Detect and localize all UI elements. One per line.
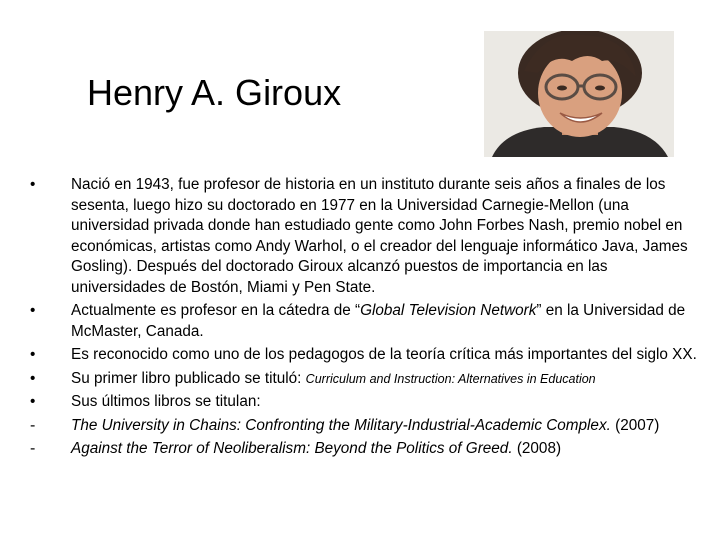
book-title-italic: The University in Chains: Confronting the Military-Industrial-Academic Complex. <box>71 416 611 434</box>
bullet-text-pre: Actualmente es profesor en la cátedra de “ <box>71 302 361 319</box>
list-item <box>30 392 702 413</box>
list-item <box>30 301 702 342</box>
bullet-text: Sus últimos libros se titulan: <box>71 393 261 410</box>
bullet-marker: • <box>30 176 36 193</box>
bullet-marker: • <box>30 393 36 410</box>
list-item <box>30 345 702 366</box>
bullet-text-italic: Global Television Network <box>360 302 537 319</box>
list-item <box>30 416 702 437</box>
bullet-marker: • <box>30 302 36 319</box>
bullet-text-post: ” en la Universidad de McMaster, Canada. <box>71 302 686 340</box>
book-year: (2008) <box>512 440 562 457</box>
bullet-text: Es reconocido como uno de los pedagogos de la teoría crítica más importantes del siglo XX. <box>71 346 697 363</box>
list-item <box>30 369 702 390</box>
dash-marker: - <box>30 440 36 457</box>
list-item <box>30 175 702 298</box>
book-year: (2007) <box>610 416 660 434</box>
list-item <box>30 439 702 460</box>
bullet-marker: • <box>30 346 36 363</box>
bullet-list <box>30 175 702 463</box>
book-title-italic: Against the Terror of Neoliberalism: Beyond the Politics of Greed. <box>71 440 513 457</box>
book-title-italic: Curriculum and Instruction: Alternatives in Education <box>305 371 596 386</box>
portrait-photo <box>484 31 674 157</box>
slide-title: Henry A. Giroux <box>87 72 342 113</box>
portrait-photo-icon <box>484 31 674 157</box>
dash-marker: - <box>30 416 36 434</box>
bullet-text: Nació en 1943, fue profesor de historia en un instituto durante seis años a finales de los sesenta, luego hizo su doctorado en 1977 en la Universidad Carnegie-Mellon (una universidad privada donde han estudiado gente como John Forbes Nash, premio nobel en económicas, artistas como Andy Warhol, o el creador del lenguaje informático Java, James Gosling). Después del doctorado Giroux alcanzó puestos de importancia en las universidades de Bostón, Miami y Pen State. <box>71 176 688 296</box>
bullet-text-pre: Su primer libro publicado se tituló: <box>71 369 306 387</box>
bullet-marker: • <box>30 369 36 387</box>
